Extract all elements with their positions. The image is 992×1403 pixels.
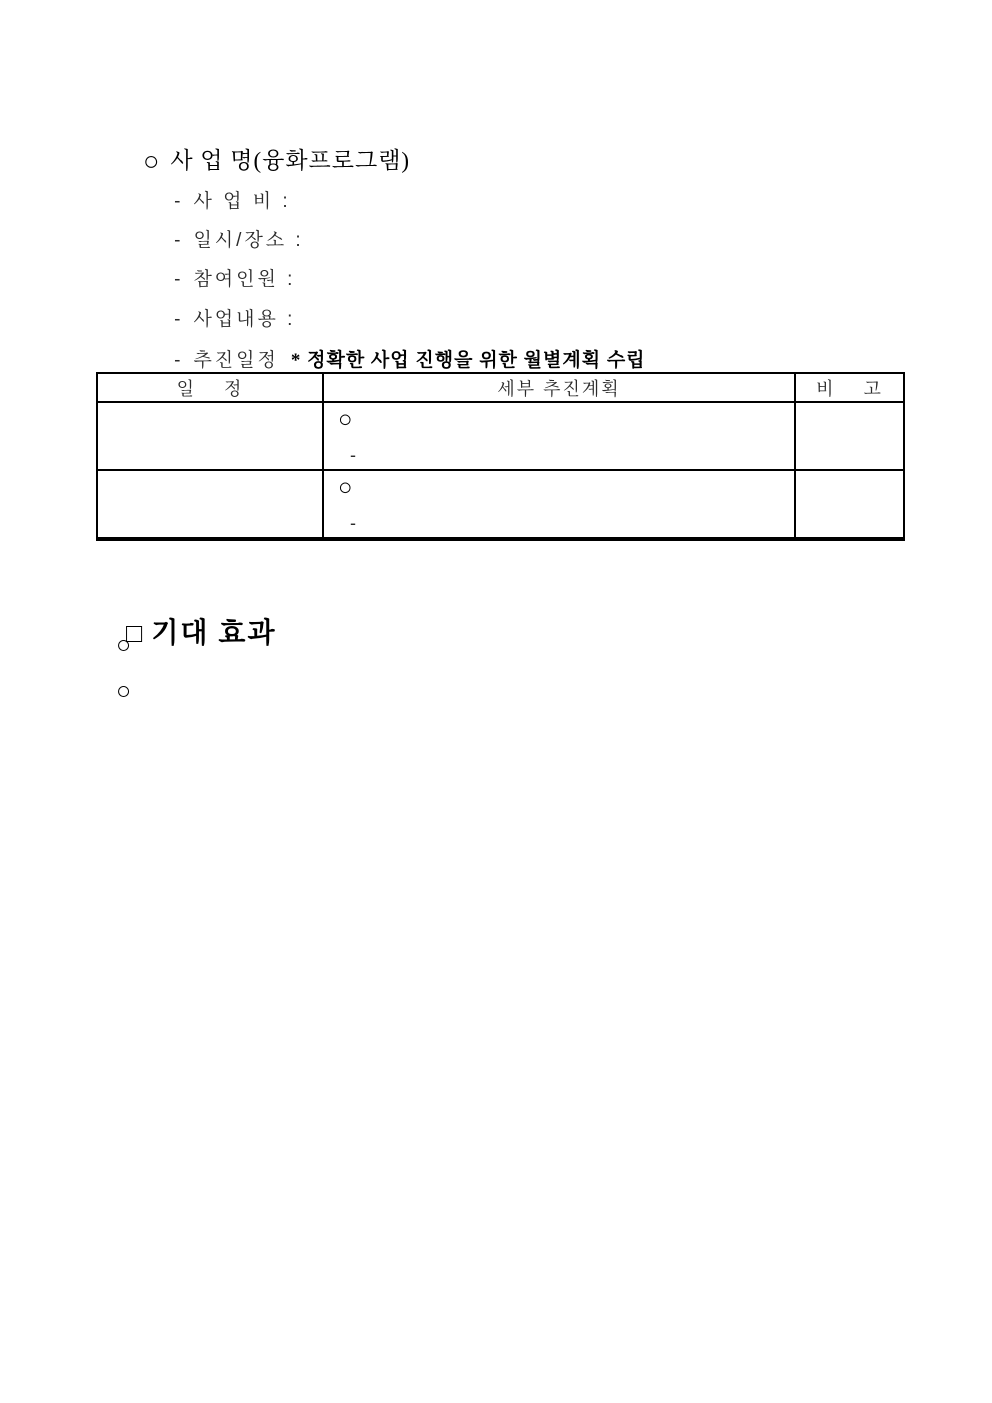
- list-item-label: 사업내용 :: [193, 309, 296, 330]
- expected-effects-title: 기대 효과: [151, 618, 277, 649]
- table-row: [97, 470, 904, 539]
- plan-cell: [323, 402, 795, 470]
- list-item-budget: [141, 163, 291, 212]
- col-header-plan: 세부 추진계획: [323, 373, 795, 402]
- remark-cell: [795, 470, 904, 539]
- dash-bullet-icon: -: [174, 230, 181, 251]
- list-item-contents: [141, 281, 296, 330]
- project-title: 사 업 명(융화프로그램): [170, 148, 411, 173]
- dash-bullet-icon: -: [174, 350, 181, 371]
- table-header-row: [97, 373, 904, 402]
- list-item-label: 사 업 비 :: [193, 191, 291, 212]
- table-row: [97, 402, 904, 470]
- list-item-date-place: [141, 202, 304, 251]
- circle-bullet-icon: ○: [116, 678, 132, 705]
- col-header-schedule: 일 정: [97, 373, 323, 402]
- circle-bullet-icon: ○: [116, 632, 132, 659]
- plan-cell: [323, 470, 795, 539]
- list-item-schedule: [141, 322, 646, 371]
- list-item-participants: [141, 241, 296, 290]
- col-header-remark: 비 고: [795, 373, 904, 402]
- schedule-note: * 정확한 사업 진행을 위한 월별계획 수립: [290, 350, 646, 371]
- list-item-label: 일시/장소 :: [193, 230, 304, 251]
- dash-bullet-icon: -: [174, 191, 181, 212]
- remark-cell: [795, 402, 904, 470]
- schedule-cell: [97, 470, 323, 539]
- list-item-label: 참여인원 :: [193, 269, 296, 290]
- dash-bullet-icon: -: [350, 513, 356, 533]
- dash-bullet-icon: -: [174, 309, 181, 330]
- dash-bullet-icon: -: [350, 445, 356, 465]
- circle-bullet-icon: ○: [338, 406, 353, 433]
- circle-bullet-icon: ○: [338, 474, 353, 501]
- dash-bullet-icon: -: [174, 269, 181, 290]
- schedule-table: [96, 372, 905, 541]
- square-bullet-icon: □: [126, 618, 143, 648]
- circle-bullet-icon: ○: [143, 146, 160, 176]
- list-item-label: 추진일정: [193, 350, 279, 371]
- schedule-cell: [97, 402, 323, 470]
